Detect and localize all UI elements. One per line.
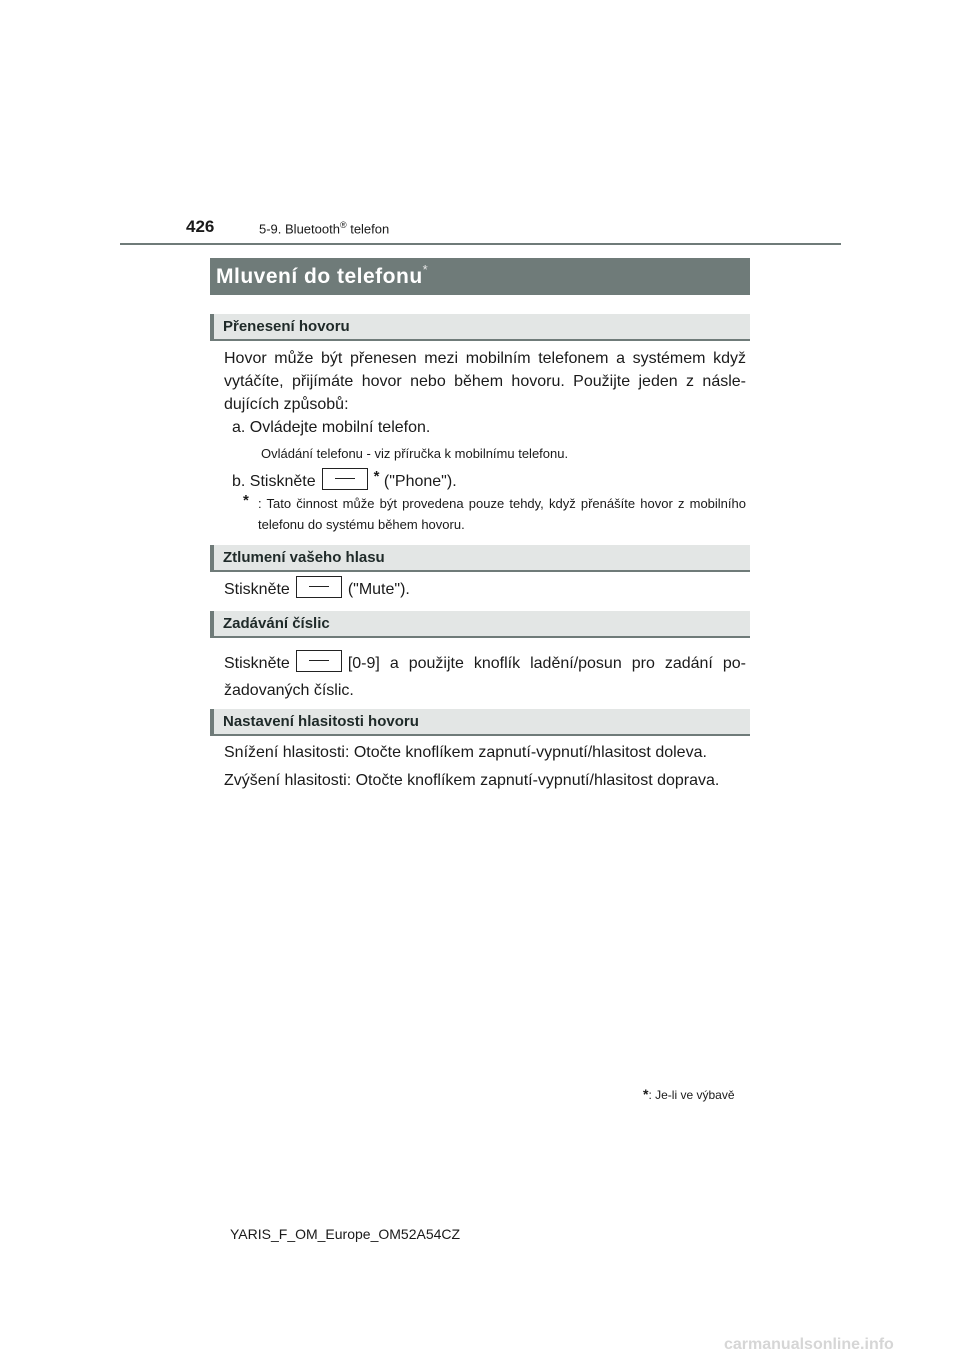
header-divider xyxy=(120,243,841,245)
mute-suffix: ("Mute"). xyxy=(347,581,410,598)
mute-prefix: Stiskněte xyxy=(224,581,290,598)
section-heading-mute: Ztlumení vašeho hlasu xyxy=(210,545,750,572)
breadcrumb xyxy=(259,220,389,236)
footnote-mark: * xyxy=(643,1086,649,1102)
transfer-item-a: a. Ovládejte mobilní telefon. xyxy=(232,419,431,436)
digits-instruction xyxy=(224,650,746,704)
transfer-item-b-prefix: b. Stiskněte xyxy=(232,473,316,490)
star-note: : Tato činnost může být provedena pouze tehdy, když přenášíte hovor z mobilního telefonu do systému během hovoru. xyxy=(258,496,746,532)
registered-mark: ® xyxy=(339,220,347,230)
digits-button-icon xyxy=(296,650,342,672)
volume-decrease: Snížení hlasitosti: Otočte knoflíkem zapnutí-vypnutí/hlasitost doleva. xyxy=(224,744,707,761)
transfer-item-a-note: Ovládání telefonu - viz příručka k mobilnímu telefonu. xyxy=(261,446,569,461)
mute-instruction xyxy=(224,576,746,601)
section-heading-digits: Zadávání číslic xyxy=(210,611,750,638)
transfer-intro: Hovor může být přenesen mezi mobilním telefonem a systémem když vytáčíte, přijímáte hovor nebo během hovoru. Použijte jeden z následujících způsobů: xyxy=(224,350,746,413)
breadcrumb-post: telefon xyxy=(346,221,390,237)
page-number: 426 xyxy=(186,217,215,236)
footnote xyxy=(643,1086,735,1102)
section-heading-transfer: Přenesení hovoru xyxy=(210,314,750,341)
title-asterisk: * xyxy=(422,262,429,277)
footnote-text: : Je-li ve výbavě xyxy=(648,1088,735,1102)
digits-suffix: [0-9] a použijte knoflík ladění/posun pro zadání požadovaných číslic. xyxy=(224,655,746,699)
star-note-mark: * xyxy=(243,492,249,509)
mute-button-icon xyxy=(296,576,342,598)
transfer-item-b xyxy=(232,465,732,493)
page-title xyxy=(210,258,750,295)
watermark: carmanualsonline.info xyxy=(724,1336,894,1353)
phone-button-asterisk: * xyxy=(373,468,380,485)
phone-button-icon xyxy=(322,468,368,490)
transfer-item-b-suffix: ("Phone"). xyxy=(383,473,457,490)
breadcrumb-pre: 5-9. Bluetooth xyxy=(259,221,340,237)
page-title-text: Mluvení do telefonu xyxy=(216,265,423,288)
document-id: YARIS_F_OM_Europe_OM52A54CZ xyxy=(230,1226,461,1242)
section-heading-volume: Nastavení hlasitosti hovoru xyxy=(210,709,750,736)
digits-prefix: Stiskněte xyxy=(224,655,290,672)
volume-increase: Zvýšení hlasitosti: Otočte knoflíkem zapnutí-vypnutí/hlasitost doprava. xyxy=(224,772,720,789)
